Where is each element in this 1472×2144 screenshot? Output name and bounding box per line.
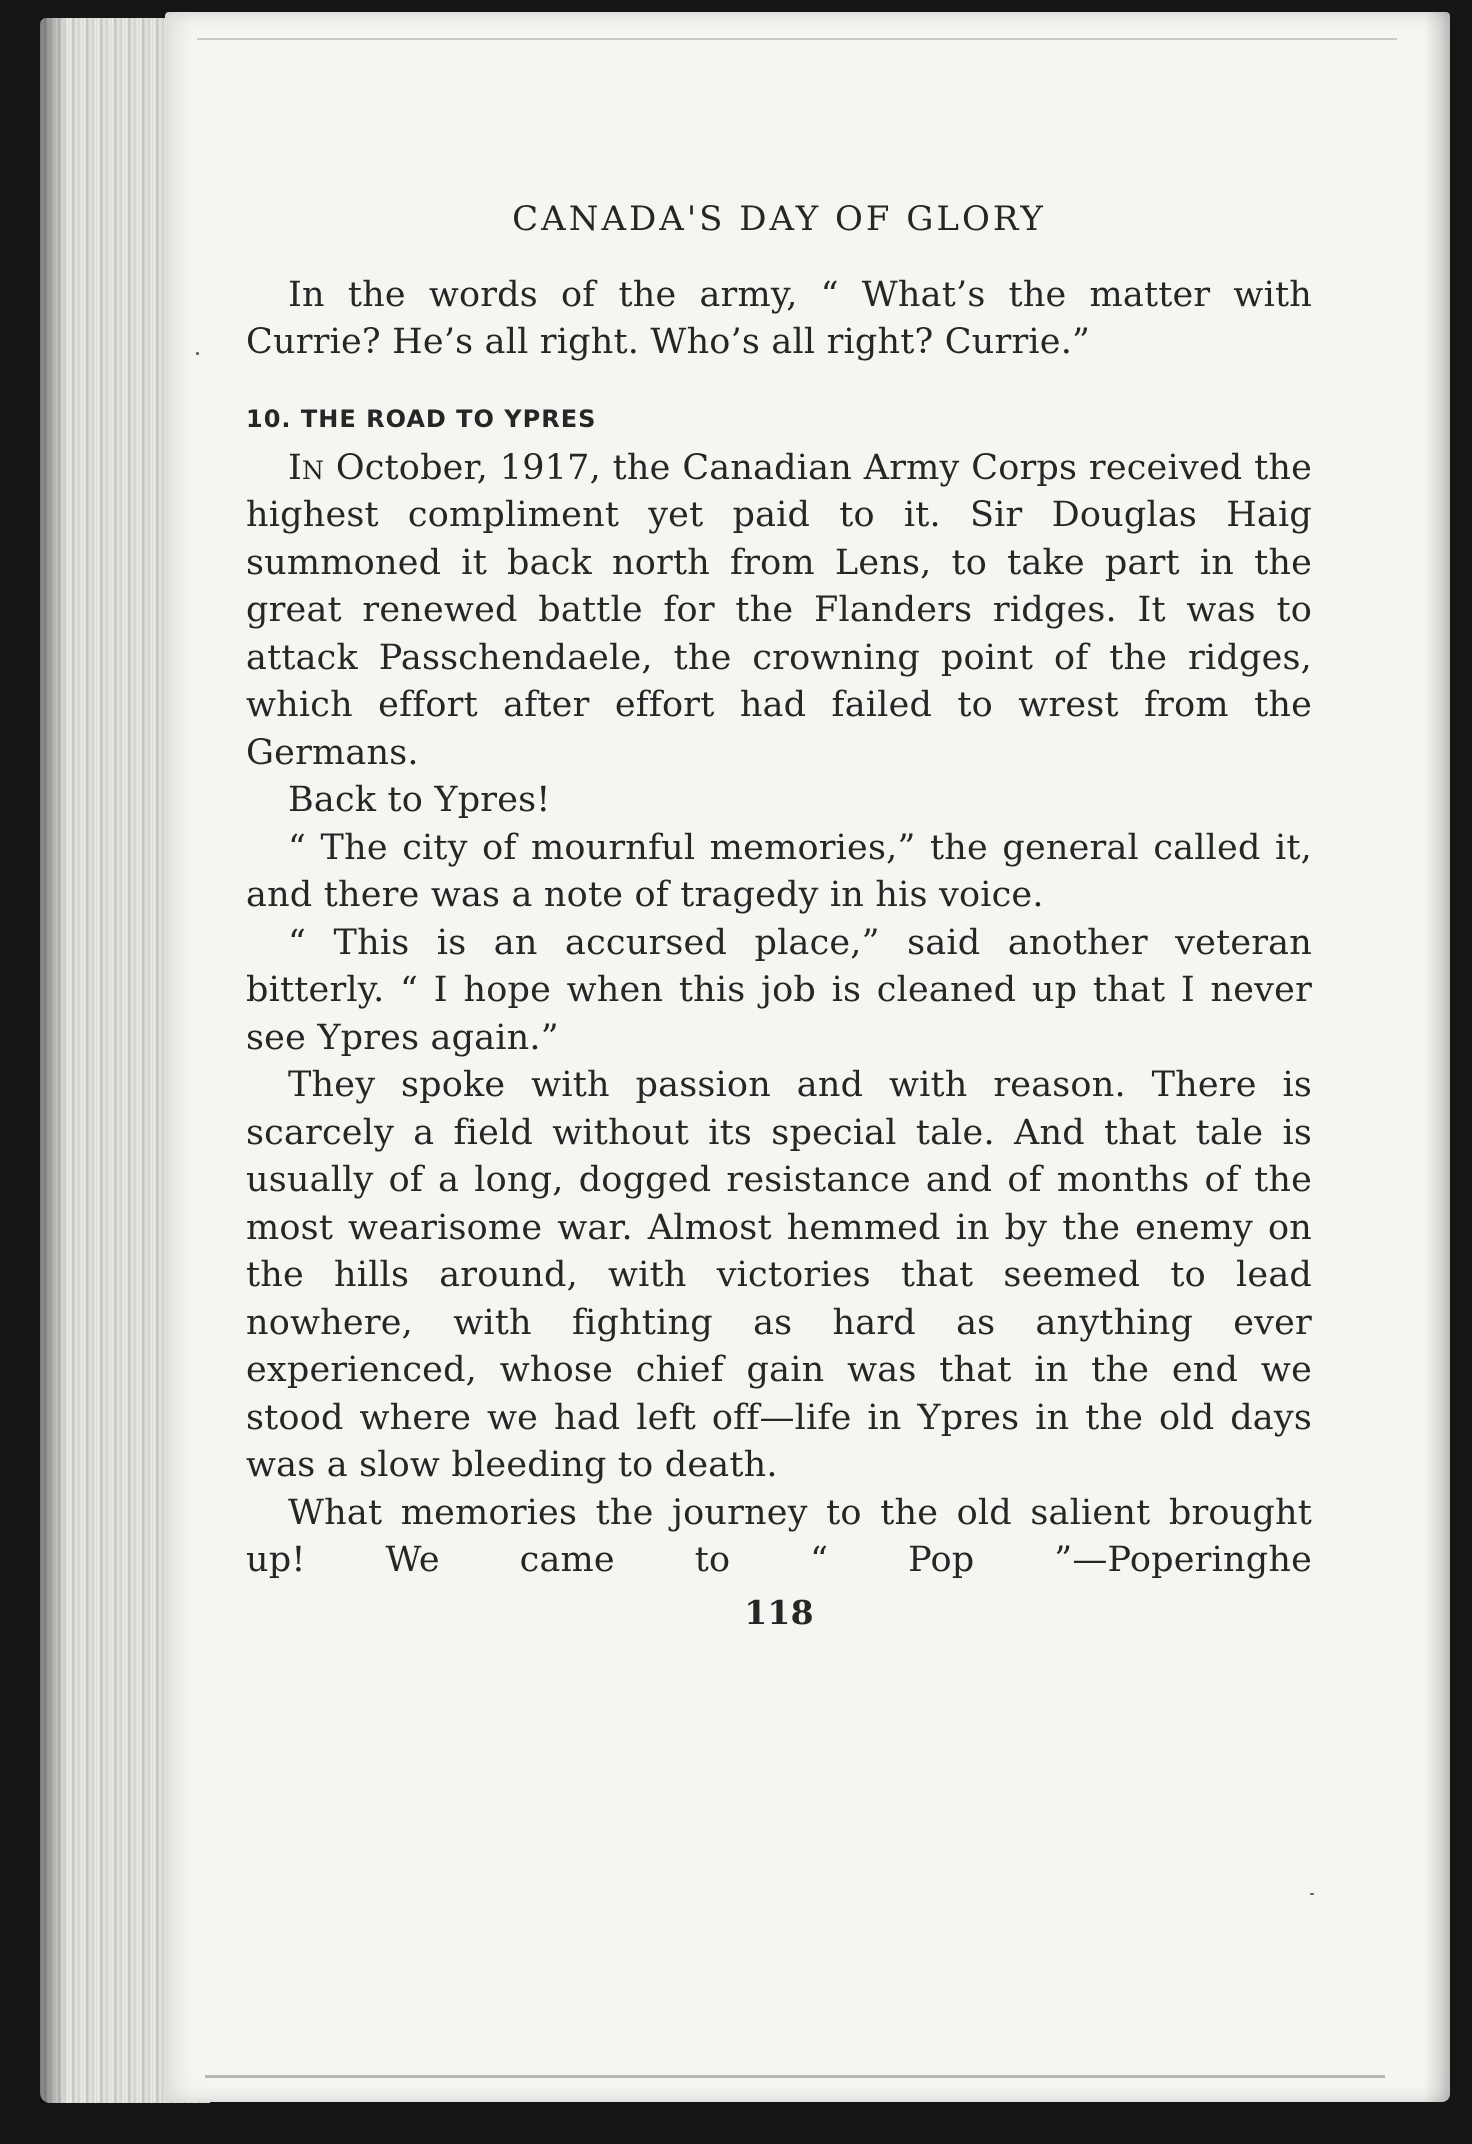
paragraph-1: [246, 445, 1312, 778]
paragraph-lead-word: In: [288, 447, 325, 488]
page-number: 118: [744, 1592, 814, 1632]
page-text: [246, 196, 1312, 1636]
section-number: 10.: [246, 404, 292, 433]
page-right-shadow: [1424, 12, 1450, 2102]
paragraph-1-text: October, 1917, the Canadian Army Corps received the highest compliment yet paid to it. Sir Douglas Haig summoned it back north from Lens, to take part in the great renewed battle for the Flanders ridges. It was to attack Passchendaele, the crowning point of the ridges, which effort after effort had failed to wrest from the Germans.: [246, 447, 1312, 773]
dust-speck: [196, 352, 199, 355]
paragraph-6: What memories the journey to the old salient brought up! We came to “ Pop ”—Poperinghe: [246, 1492, 1312, 1580]
section-title: THE ROAD TO YPRES: [300, 404, 597, 433]
paragraph-3: “ The city of mournful memories,” the general called it, and there was a note of tragedy in his voice.: [246, 827, 1312, 915]
section-heading: [246, 399, 1312, 439]
running-head: CANADA'S DAY OF GLORY: [512, 199, 1046, 239]
opening-paragraph: In the words of the army, “ What’s the matter with Currie? He’s all right. Who’s all right? Currie.”: [246, 274, 1312, 362]
dust-speck: [1310, 1893, 1314, 1895]
paragraph-5: They spoke with passion and with reason. There is scarcely a field without its special tale. And that tale is usually of a long, dogged resistance and of months of the most wearisome war. Almost hemmed in by the enemy on the hills around, with victories that seemed to lead nowhere, with fighting as hard as anything ever experienced, whose chief gain was that in the end we stood where we had left off—life in Ypres in the old days was a slow bleeding to death.: [246, 1065, 1312, 1485]
page-stack-shadow: [40, 18, 66, 2103]
paragraph-2: Back to Ypres!: [288, 780, 551, 820]
bottom-rule: [205, 2075, 1385, 2078]
top-rule: [197, 38, 1397, 40]
paragraph-4: “ This is an accursed place,” said another veteran bitterly. “ I hope when this job is cleaned up that I never see Ypres again.”: [246, 922, 1312, 1058]
